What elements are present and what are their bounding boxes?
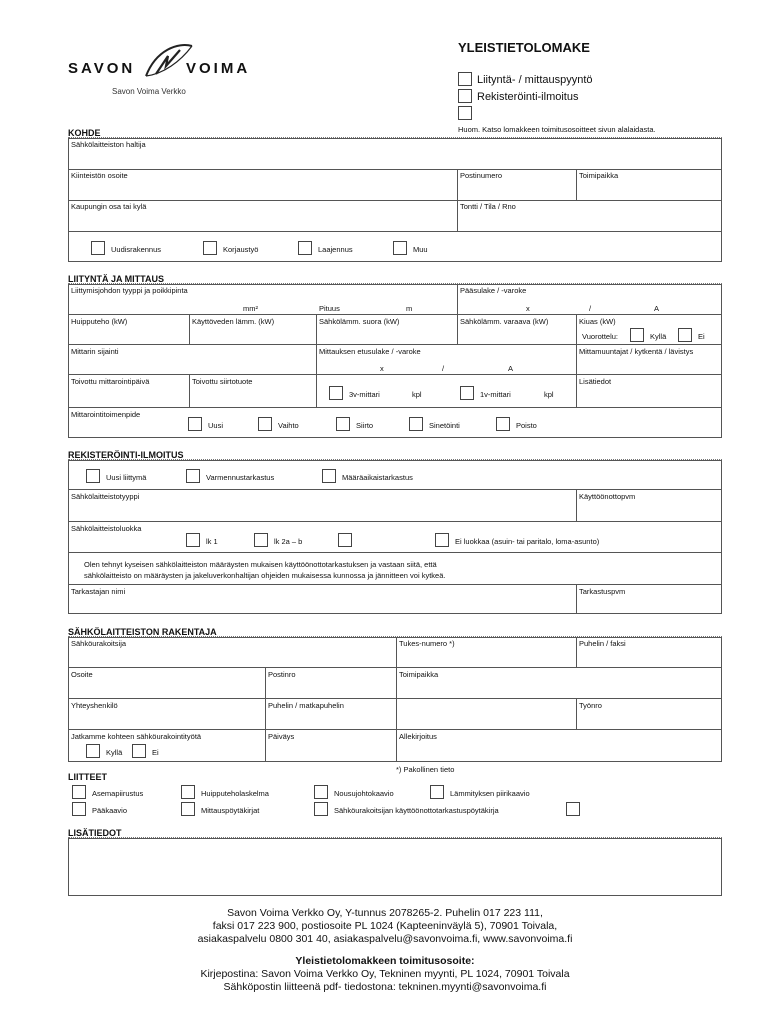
section-liityntä-heading: LIITYNTÄ JA MITTAUS bbox=[68, 274, 164, 284]
section-kohde-heading: KOHDE bbox=[68, 128, 101, 138]
checkbox-registration[interactable] bbox=[458, 89, 472, 103]
checkbox-action-seal[interactable] bbox=[409, 417, 423, 431]
option-connection-request-label: Liityntä- / mittauspyyntö bbox=[477, 74, 593, 86]
unit-a: A bbox=[508, 364, 514, 373]
footer-line-5: Sähköpostin liitteenä pdf- tiedostona: tekninen.myynti@savonvoima.fi bbox=[223, 981, 547, 993]
field-contact-person[interactable]: Yhteyshenkilö bbox=[71, 701, 118, 710]
field-inspection-date[interactable]: Tarkastuspvm bbox=[579, 587, 626, 596]
checkbox-alternation-yes[interactable] bbox=[630, 328, 644, 342]
label-alternation-no: Ei bbox=[698, 332, 705, 341]
col-divider bbox=[576, 169, 577, 200]
row-divider bbox=[68, 698, 722, 699]
row-divider bbox=[68, 584, 722, 585]
footer-line-2: faksi 017 223 900, postiosoite PL 1024 (Kapteeninväylä 5), 70901 Toivala, bbox=[212, 920, 558, 932]
col-divider bbox=[457, 169, 458, 231]
label-x: x bbox=[380, 364, 384, 373]
checkbox-continue-no[interactable] bbox=[132, 744, 146, 758]
field-tukes-number[interactable]: Tukes-numero *) bbox=[399, 639, 455, 648]
checkbox-periodic[interactable] bbox=[322, 469, 336, 483]
label-3phase-meter: 3v-mittari bbox=[349, 390, 380, 399]
label-action-remove: Poisto bbox=[516, 421, 537, 430]
col-divider bbox=[576, 584, 577, 614]
field-signature[interactable]: Allekirjoitus bbox=[399, 732, 437, 741]
field-cable-type[interactable]: Liittymisjohdon tyyppi ja poikkipinta bbox=[71, 286, 188, 295]
field-contractor-address[interactable]: Osoite bbox=[71, 670, 93, 679]
checkbox-other[interactable] bbox=[393, 241, 407, 255]
additional-info-textarea[interactable] bbox=[68, 838, 722, 896]
field-postcode[interactable]: Postinumero bbox=[460, 171, 503, 180]
label-heating-diagram: Lämmityksen piirikaavio bbox=[450, 789, 530, 798]
label-commissioning-report: Sähköurakoitsijan käyttöönottotarkastuspöytäkirja bbox=[334, 806, 499, 815]
col-divider bbox=[457, 284, 458, 344]
row-divider bbox=[68, 231, 722, 232]
col-divider bbox=[576, 637, 577, 667]
row-divider bbox=[68, 169, 722, 170]
field-meter-location[interactable]: Mittarin sijainti bbox=[71, 347, 119, 356]
label-riser-diagram: Nousujohtokaavio bbox=[334, 789, 394, 798]
checkbox-action-remove[interactable] bbox=[496, 417, 510, 431]
col-divider bbox=[396, 637, 397, 762]
unit-a: A bbox=[654, 304, 660, 313]
field-property-address[interactable]: Kiinteistön osoite bbox=[71, 171, 128, 180]
checkbox-action-new[interactable] bbox=[188, 417, 202, 431]
field-storage-heating[interactable]: Sähkölämm. varaava (kW) bbox=[460, 317, 549, 326]
label-action-replace: Vaihto bbox=[278, 421, 299, 430]
row-divider bbox=[68, 344, 722, 345]
row-divider bbox=[68, 407, 722, 408]
label-alternation: Vuorottelu: bbox=[582, 332, 618, 341]
unit-kpl: kpl bbox=[544, 390, 554, 399]
checkbox-class-2a-b[interactable] bbox=[254, 533, 268, 547]
row-divider bbox=[68, 314, 722, 315]
field-contractor-postno[interactable]: Postinro bbox=[268, 670, 296, 679]
row-divider bbox=[68, 667, 722, 668]
row-divider bbox=[68, 521, 722, 522]
label-renovation: Korjaustyö bbox=[223, 245, 259, 254]
field-commission-date[interactable]: Käyttöönottopvm bbox=[579, 492, 636, 501]
unit-mm2: mm² bbox=[243, 304, 258, 313]
row-divider bbox=[68, 729, 722, 730]
checkbox-main-diagram[interactable] bbox=[72, 802, 86, 816]
logo-subtitle: Savon Voima Verkko bbox=[112, 87, 186, 96]
checkbox-extra-option[interactable] bbox=[458, 106, 472, 120]
logo bbox=[68, 40, 258, 100]
checkbox-connection-request[interactable] bbox=[458, 72, 472, 86]
label-action-new: Uusi bbox=[208, 421, 224, 430]
label-length: Pituus bbox=[319, 304, 340, 313]
field-contractor[interactable]: Sähköurakoitsija bbox=[71, 639, 127, 648]
col-divider bbox=[576, 314, 577, 407]
checkbox-other-attachment[interactable] bbox=[566, 802, 580, 816]
field-plot[interactable]: Tontti / Tila / Rno bbox=[460, 202, 516, 211]
logo-brand-right: VOIMA bbox=[186, 60, 251, 77]
checkbox-commissioning-report[interactable] bbox=[314, 802, 328, 816]
field-direct-heating[interactable]: Sähkölämm. suora (kW) bbox=[319, 317, 400, 326]
header-note: Huom. Katso lomakkeen toimitusosoitteet sivun alalaidasta. bbox=[458, 125, 656, 134]
section-rakentaja-heading: SÄHKÖLAITTEISTON RAKENTAJA bbox=[68, 627, 217, 637]
field-peak-power[interactable]: Huipputeho (kW) bbox=[71, 317, 128, 326]
checkbox-class-blank[interactable] bbox=[338, 533, 352, 547]
checkbox-verification[interactable] bbox=[186, 469, 200, 483]
field-install-date[interactable]: Toivottu mittarointipäivä bbox=[71, 377, 150, 386]
col-divider bbox=[576, 698, 577, 729]
label-other: Muu bbox=[413, 245, 428, 254]
footer-line-1: Savon Voima Verkko Oy, Y-tunnus 2078265-2. Puhelin 017 223 111, bbox=[227, 907, 543, 919]
label-continue-yes: Kyllä bbox=[106, 748, 123, 757]
checkbox-3phase-meter[interactable] bbox=[329, 386, 343, 400]
checkbox-riser-diagram[interactable] bbox=[314, 785, 328, 799]
field-city[interactable]: Toimipaikka bbox=[579, 171, 619, 180]
option-registration-label: Rekisteröinti-ilmoitus bbox=[477, 91, 579, 103]
field-date[interactable]: Päiväys bbox=[268, 732, 295, 741]
field-installation-type[interactable]: Sähkölaitteistotyyppi bbox=[71, 492, 140, 501]
field-transformer[interactable]: Mittamuuntajat / kytkentä / lävistys bbox=[579, 347, 694, 356]
liityntä-box bbox=[68, 284, 722, 438]
label-periodic: Määräaikaistarkastus bbox=[342, 473, 413, 482]
label-slash: / bbox=[442, 364, 445, 373]
checkbox-renovation[interactable] bbox=[203, 241, 217, 255]
label-class-1: lk 1 bbox=[206, 537, 218, 546]
row-divider bbox=[68, 374, 722, 375]
label-no-class: Ei luokkaa (asuin- tai paritalo, loma-asunto) bbox=[455, 537, 600, 546]
checkbox-measurement-reports[interactable] bbox=[181, 802, 195, 816]
checkbox-extension[interactable] bbox=[298, 241, 312, 255]
unit-kpl: kpl bbox=[412, 390, 422, 399]
field-transfer-product[interactable]: Toivottu siirtotuote bbox=[192, 377, 253, 386]
footer-delivery-title: Yleistietolomakkeen toimitusosoite: bbox=[295, 955, 475, 967]
unit-m: m bbox=[406, 304, 413, 313]
field-owner[interactable]: Sähkölaitteiston haltija bbox=[71, 140, 146, 149]
label-continue-no: Ei bbox=[152, 748, 159, 757]
label-alternation-yes: Kyllä bbox=[650, 332, 667, 341]
label-main-diagram: Pääkaavio bbox=[92, 806, 128, 815]
checkbox-new-connection[interactable] bbox=[86, 469, 100, 483]
label-measurement-reports: Mittauspöytäkirjat bbox=[201, 806, 260, 815]
col-divider bbox=[189, 314, 190, 344]
label-peak-calc: Huipputeholaskelma bbox=[201, 789, 269, 798]
row-divider bbox=[68, 552, 722, 553]
label-new-connection: Uusi liittymä bbox=[106, 473, 147, 482]
section-liitteet-heading: LIITTEET bbox=[68, 772, 107, 782]
checkbox-new-build[interactable] bbox=[91, 241, 105, 255]
label-class-2a-b: lk 2a – b bbox=[274, 537, 303, 546]
label-action-move: Siirto bbox=[356, 421, 374, 430]
field-phone-fax[interactable]: Puhelin / faksi bbox=[579, 639, 626, 648]
label-x: x bbox=[526, 304, 530, 313]
field-contractor-city[interactable]: Toimipaikka bbox=[399, 670, 439, 679]
field-water-heating[interactable]: Käyttöveden lämm. (kW) bbox=[192, 317, 275, 326]
label-slash: / bbox=[589, 304, 592, 313]
checkbox-peak-calc[interactable] bbox=[181, 785, 195, 799]
col-divider bbox=[576, 489, 577, 521]
field-job-number[interactable]: Työnro bbox=[579, 701, 602, 710]
col-divider bbox=[189, 374, 190, 407]
checkbox-continue-yes[interactable] bbox=[86, 744, 100, 758]
checkbox-1phase-meter[interactable] bbox=[460, 386, 474, 400]
col-divider bbox=[265, 667, 266, 762]
statement-line-2: sähkölaitteisto on määräysten ja jakeluverkonhaltijan ohjeiden mukaisessa kunnossa ja jännitteen voi kytkeä. bbox=[84, 571, 446, 580]
mandatory-note: *) Pakollinen tieto bbox=[396, 765, 455, 774]
checkbox-heating-diagram[interactable] bbox=[430, 785, 444, 799]
footer-line-3: asiakaspalvelu 0800 301 40, asiakaspalvelu@savonvoima.fi, www.savonvoima.fi bbox=[197, 933, 573, 945]
checkbox-no-class[interactable] bbox=[435, 533, 449, 547]
field-district[interactable]: Kaupungin osa tai kylä bbox=[71, 202, 147, 211]
label-new-build: Uudisrakennus bbox=[111, 245, 162, 254]
rakentaja-box bbox=[68, 637, 722, 762]
label-verification: Varmennustarkastus bbox=[206, 473, 275, 482]
section-lisätiedot-heading: LISÄTIEDOT bbox=[68, 828, 122, 838]
checkbox-action-replace[interactable] bbox=[258, 417, 272, 431]
logo-brand-left: SAVON bbox=[68, 60, 136, 77]
field-extra-info[interactable]: Lisätiedot bbox=[579, 377, 612, 386]
row-divider bbox=[68, 200, 722, 201]
field-main-fuse[interactable]: Pääsulake / -varoke bbox=[460, 286, 527, 295]
checkbox-alternation-no[interactable] bbox=[678, 328, 692, 342]
checkbox-action-move[interactable] bbox=[336, 417, 350, 431]
statement-line-1: Olen tehnyt kyseisen sähkölaitteiston määräysten mukaisen käyttöönottotarkastuksen ja vastaan siitä, että bbox=[84, 560, 437, 569]
label-extension: Laajennus bbox=[318, 245, 353, 254]
form-title: YLEISTIETOLOMAKE bbox=[458, 40, 590, 55]
label-site-plan: Asemapiirustus bbox=[92, 789, 144, 798]
label-meter-action: Mittarointitoimenpide bbox=[71, 410, 141, 419]
checkbox-class-1[interactable] bbox=[186, 533, 200, 547]
label-installation-class: Sähkölaitteistoluokka bbox=[71, 524, 142, 533]
field-sauna-heater[interactable]: Kiuas (kW) bbox=[579, 317, 616, 326]
label-continue-work: Jatkamme kohteen sähköurakointityötä bbox=[71, 732, 202, 741]
field-meter-fuse[interactable]: Mittauksen etusulake / -varoke bbox=[319, 347, 421, 356]
section-rekisteröinti-heading: REKISTERÖINTI-ILMOITUS bbox=[68, 450, 184, 460]
row-divider bbox=[68, 489, 722, 490]
footer-line-4: Kirjepostina: Savon Voima Verkko Oy, Tekninen myynti, PL 1024, 70901 Toivala bbox=[200, 968, 570, 980]
label-1phase-meter: 1v-mittari bbox=[480, 390, 511, 399]
col-divider bbox=[316, 314, 317, 407]
checkbox-site-plan[interactable] bbox=[72, 785, 86, 799]
field-inspector-name[interactable]: Tarkastajan nimi bbox=[71, 587, 126, 596]
label-action-seal: Sinetöinti bbox=[429, 421, 460, 430]
field-mobile[interactable]: Puhelin / matkapuhelin bbox=[268, 701, 344, 710]
